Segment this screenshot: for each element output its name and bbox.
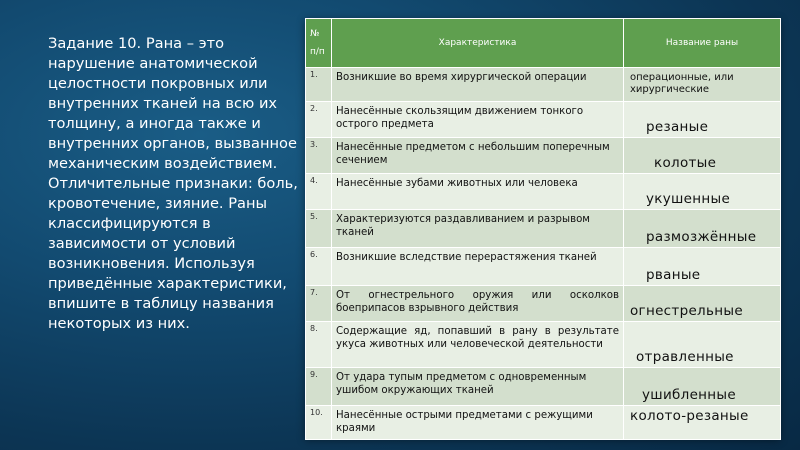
row-number: 1. bbox=[306, 68, 332, 102]
table-row bbox=[306, 406, 781, 440]
row-wound-name: ушибленные bbox=[624, 368, 781, 406]
row-wound-name: колотые bbox=[624, 138, 781, 174]
wound-classification-table bbox=[305, 18, 780, 438]
row-characteristic: Возникшие вследствие перерастяжения тканей bbox=[332, 248, 624, 286]
row-number: 7. bbox=[306, 286, 332, 322]
table-row bbox=[306, 68, 781, 102]
row-wound-name: операционные, или хирургические bbox=[624, 68, 781, 102]
row-wound-name: резаные bbox=[624, 102, 781, 138]
table-row bbox=[306, 138, 781, 174]
header-number bbox=[306, 19, 332, 68]
table-header-row bbox=[306, 19, 781, 68]
header-number-symbol: № bbox=[310, 29, 320, 39]
row-wound-name: колото-резаные bbox=[624, 406, 781, 440]
row-characteristic: Нанесённые острыми предметами с режущими краями bbox=[332, 406, 624, 440]
row-number: 3. bbox=[306, 138, 332, 174]
row-characteristic: Содержащие яд, попавший в рану в результате укуса животных или человеческой деятельности bbox=[332, 322, 624, 368]
table-row bbox=[306, 322, 781, 368]
row-characteristic: От удара тупым предметом с одновременным ушибом окружающих тканей bbox=[332, 368, 624, 406]
row-wound-name: рваные bbox=[624, 248, 781, 286]
header-number-label: п/п bbox=[310, 47, 325, 57]
row-number: 4. bbox=[306, 174, 332, 210]
row-characteristic: Нанесённые предметом с небольшим поперечным сечением bbox=[332, 138, 624, 174]
row-wound-name: огнестрельные bbox=[624, 286, 781, 322]
table-row bbox=[306, 248, 781, 286]
row-characteristic: Характеризуются раздавливанием и разрывом тканей bbox=[332, 210, 624, 248]
row-wound-name: отравленные bbox=[624, 322, 781, 368]
row-number: 9. bbox=[306, 368, 332, 406]
row-characteristic: Возникшие во время хирургической операции bbox=[332, 68, 624, 102]
header-characteristic: Характеристика bbox=[332, 19, 624, 68]
task-description: Задание 10. Рана – это нарушение анатомической целостности покровных или внутренних тканей на всю их толщину, а иногда также и внутренних органов, вызванное механическим воздействием. Отличительные признаки: боль, кровотечение, зияние. Раны классифицируются в зависимости от условий возникновения. Используя приведённые характеристики, впишите в таблицу названия некоторых из них. bbox=[48, 35, 298, 332]
table-row bbox=[306, 174, 781, 210]
table-row bbox=[306, 286, 781, 322]
row-characteristic: От огнестрельного оружия или осколков боеприпасов взрывного действия bbox=[332, 286, 624, 322]
row-characteristic: Нанесённые зубами животных или человека bbox=[332, 174, 624, 210]
row-characteristic: Нанесённые скользящим движением тонкого острого предмета bbox=[332, 102, 624, 138]
table-row bbox=[306, 210, 781, 248]
row-number: 2. bbox=[306, 102, 332, 138]
row-number: 8. bbox=[306, 322, 332, 368]
row-number: 5. bbox=[306, 210, 332, 248]
table bbox=[305, 18, 781, 440]
table-row bbox=[306, 102, 781, 138]
row-wound-name: укушенные bbox=[624, 174, 781, 210]
header-wound-name: Название раны bbox=[624, 19, 781, 68]
table-row bbox=[306, 368, 781, 406]
row-number: 6. bbox=[306, 248, 332, 286]
row-number: 10. bbox=[306, 406, 332, 440]
row-wound-name: размозжённые bbox=[624, 210, 781, 248]
